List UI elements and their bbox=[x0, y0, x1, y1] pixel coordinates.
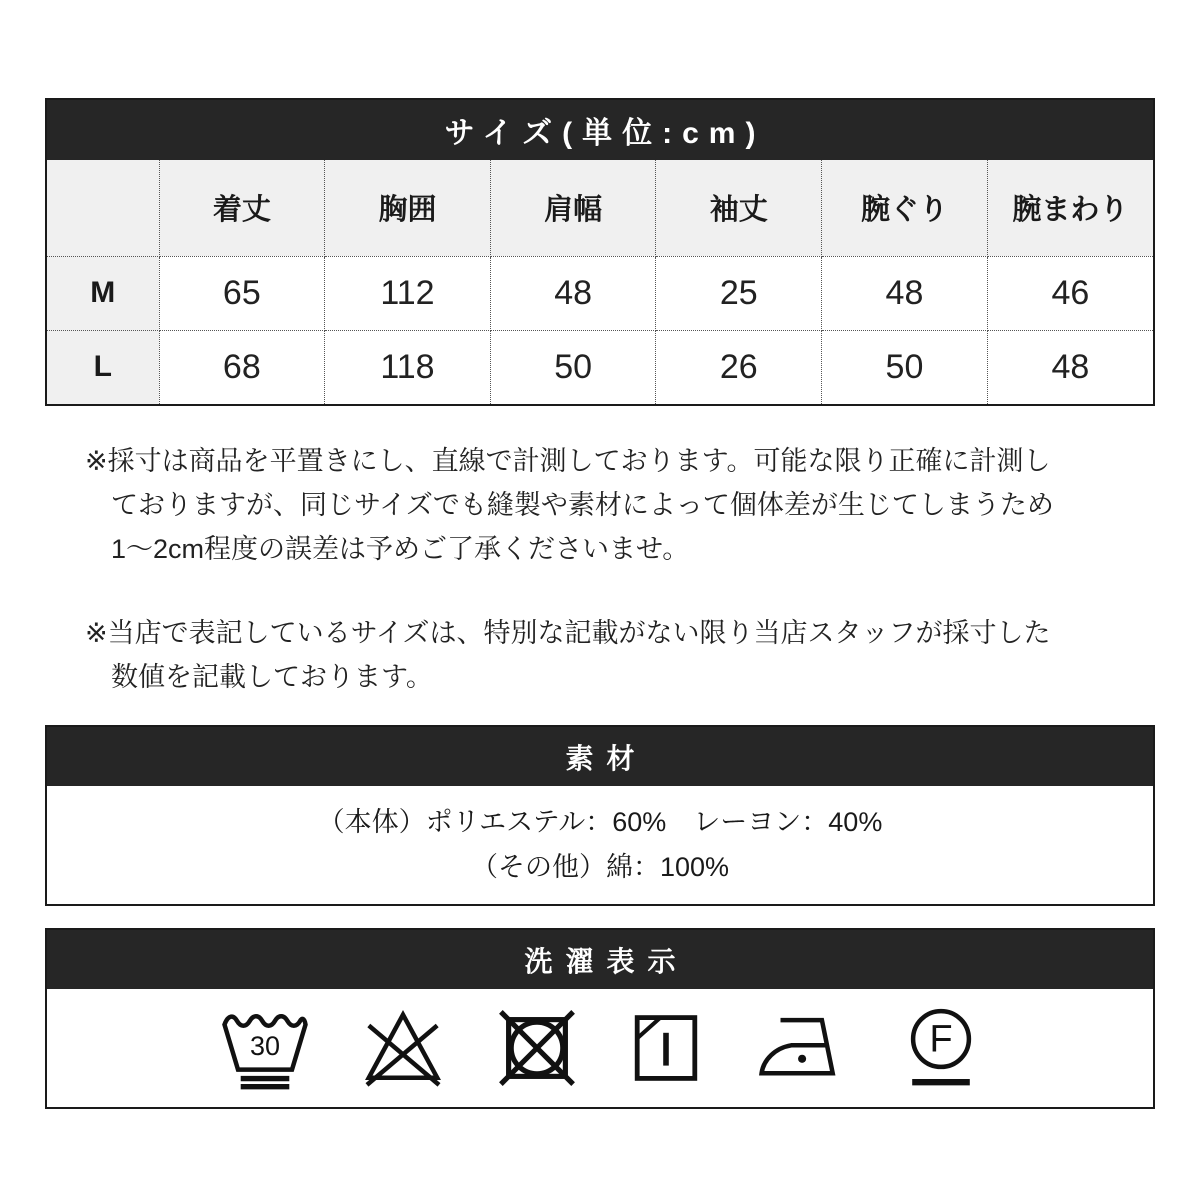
note-line: ※当店で表記しているサイズは、特別な記載がない限り当店スタッフが採寸した bbox=[85, 618, 1051, 648]
col-header-shoulder: 肩幅 bbox=[490, 160, 656, 256]
laundry-section-title: 洗濯表示 bbox=[47, 930, 1153, 989]
col-header-sleeve: 袖丈 bbox=[656, 160, 822, 256]
material-line-other: （その他）綿：100% bbox=[470, 852, 730, 882]
col-header-chest: 胸囲 bbox=[325, 160, 491, 256]
col-header-arm-width: 腕まわり bbox=[987, 160, 1153, 256]
material-body bbox=[47, 786, 1153, 904]
iron-low-icon bbox=[752, 1003, 854, 1093]
note-line: ※採寸は商品を平置きにし、直線で計測しております。可能な限り正確に計測し bbox=[85, 446, 1051, 476]
table-row-l bbox=[47, 330, 1153, 404]
size-section-title: サイズ(単位:cm) bbox=[47, 100, 1153, 160]
note-line: 数値を記載しております。 bbox=[111, 662, 433, 692]
table-row-m bbox=[47, 256, 1153, 330]
material-section-title: 素材 bbox=[47, 727, 1153, 786]
size-table-corner-cell bbox=[47, 160, 159, 256]
note-line: ておりますが、同じサイズでも縫製や素材によって個体差が生じてしまうため bbox=[111, 490, 1054, 520]
size-cell: 50 bbox=[490, 330, 656, 404]
size-cell: 112 bbox=[325, 256, 491, 330]
size-cell: 48 bbox=[987, 330, 1153, 404]
size-section bbox=[45, 98, 1155, 406]
size-cell: 118 bbox=[325, 330, 491, 404]
size-row-label: L bbox=[47, 330, 159, 404]
col-header-body-length: 着丈 bbox=[159, 160, 325, 256]
size-cell: 48 bbox=[490, 256, 656, 330]
measurement-note bbox=[85, 439, 1155, 571]
dry-clean-f-gentle-icon bbox=[900, 1003, 982, 1093]
wash-30-gentle-icon bbox=[218, 1003, 312, 1093]
size-cell: 25 bbox=[656, 256, 822, 330]
material-section bbox=[45, 725, 1155, 906]
laundry-section bbox=[45, 928, 1155, 1109]
size-notation-note bbox=[85, 611, 1155, 699]
no-tumble-dry-icon bbox=[494, 1003, 580, 1093]
size-row-label: M bbox=[47, 256, 159, 330]
size-table-header-row bbox=[47, 160, 1153, 256]
product-info-page bbox=[45, 0, 1155, 1109]
size-cell: 26 bbox=[656, 330, 822, 404]
size-table bbox=[47, 160, 1153, 404]
size-cell: 46 bbox=[987, 256, 1153, 330]
size-cell: 68 bbox=[159, 330, 325, 404]
size-cell: 48 bbox=[822, 256, 988, 330]
line-dry-in-shade-icon bbox=[626, 1003, 706, 1093]
size-cell: 65 bbox=[159, 256, 325, 330]
laundry-icons-row bbox=[47, 989, 1153, 1107]
size-cell: 50 bbox=[822, 330, 988, 404]
material-line-main: （本体）ポリエステル：60% レーヨン：40% bbox=[317, 807, 883, 837]
col-header-armhole: 腕ぐり bbox=[822, 160, 988, 256]
svg-text:F: F bbox=[929, 1018, 953, 1061]
note-line: 1〜2cm程度の誤差は予めご了承くださいませ。 bbox=[111, 534, 690, 564]
svg-text:30: 30 bbox=[249, 1031, 281, 1062]
no-bleach-icon bbox=[358, 1003, 448, 1093]
